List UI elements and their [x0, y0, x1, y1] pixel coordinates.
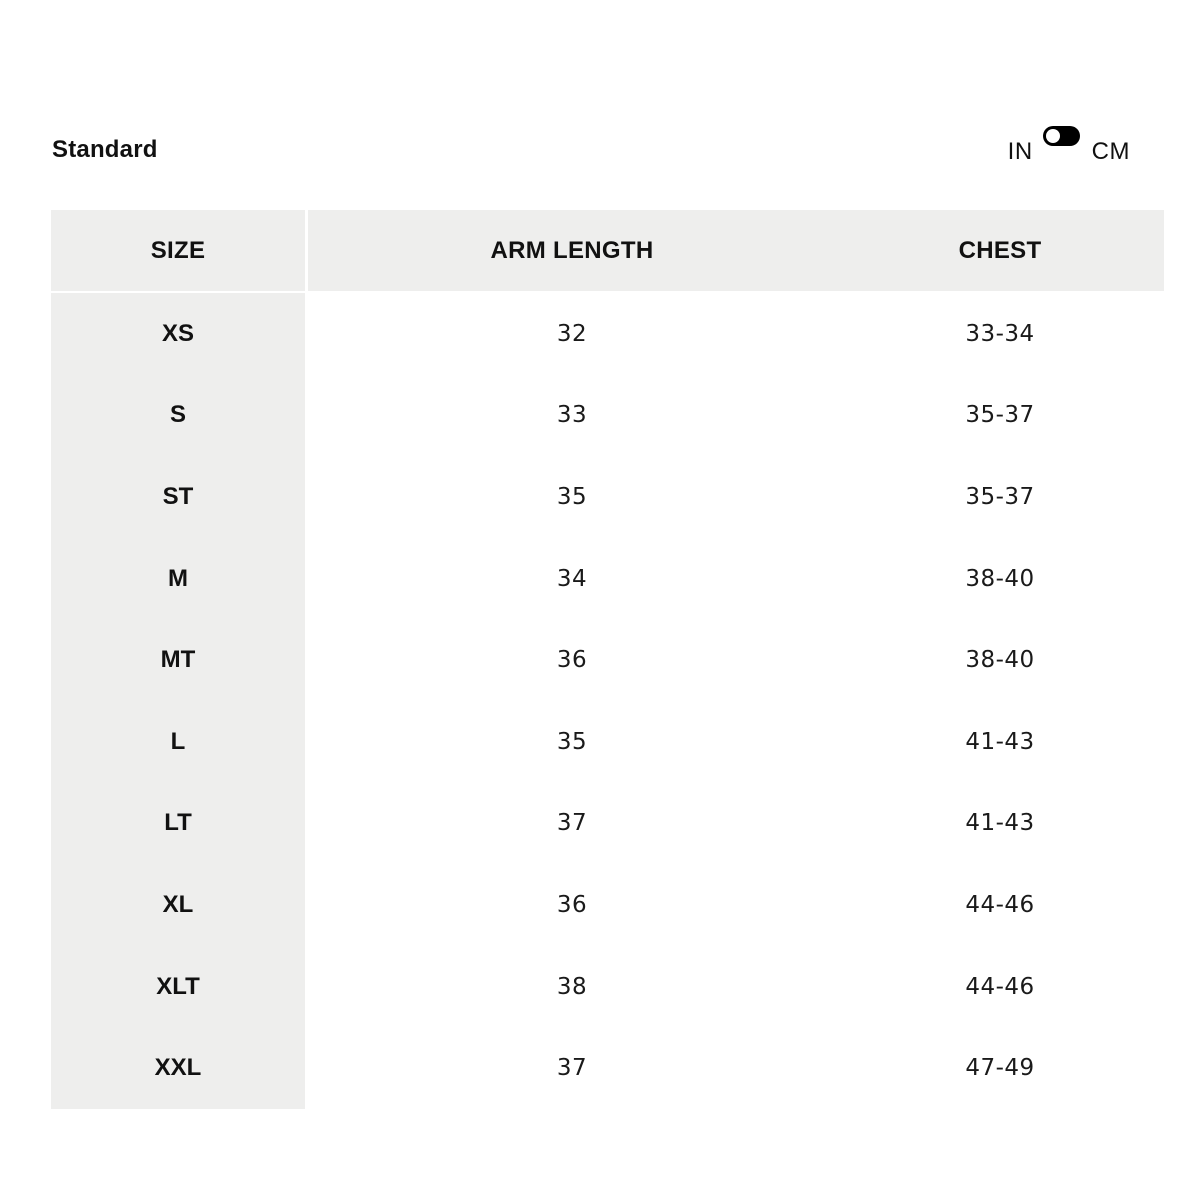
unit-label-in[interactable]: IN	[1007, 138, 1033, 165]
column-header-size: SIZE	[51, 210, 308, 293]
size-cell: XLT	[51, 946, 308, 1028]
size-cell: XS	[51, 293, 308, 375]
size-chart-header	[52, 120, 1132, 180]
chest-cell: 35-37	[965, 402, 1035, 429]
chest-cell: 47-49	[965, 1055, 1035, 1082]
arm-length-cell: 34	[556, 565, 588, 592]
size-cell: XL	[51, 864, 308, 946]
size-cell: S	[51, 375, 308, 457]
chest-cell: 35-37	[965, 483, 1035, 510]
arm-length-cell: 36	[556, 647, 588, 674]
table-row	[51, 619, 1164, 701]
chest-cell: 44-46	[965, 891, 1035, 918]
size-cell: LT	[51, 783, 308, 865]
chest-cell: 44-46	[965, 973, 1035, 1000]
arm-length-cell: 37	[556, 810, 588, 837]
table-row	[51, 293, 1164, 375]
unit-label-cm[interactable]: CM	[1091, 138, 1130, 165]
column-header-arm-length: ARM LENGTH	[308, 210, 836, 293]
unit-toggle-switch[interactable]	[1043, 126, 1080, 146]
table-row	[51, 456, 1164, 538]
arm-length-cell: 37	[556, 1055, 588, 1082]
table-row	[51, 701, 1164, 783]
unit-toggle	[1008, 126, 1130, 166]
table-body	[51, 293, 1164, 1109]
chest-cell: 38-40	[965, 565, 1035, 592]
table-row	[51, 946, 1164, 1028]
arm-length-cell: 36	[556, 891, 588, 918]
size-cell: XXL	[51, 1027, 308, 1109]
table-row	[51, 864, 1164, 946]
table-row	[51, 1027, 1164, 1109]
chest-cell: 41-43	[965, 728, 1035, 755]
arm-length-cell: 38	[556, 973, 588, 1000]
size-cell: MT	[51, 619, 308, 701]
chest-cell: 33-34	[965, 320, 1035, 347]
toggle-knob	[1046, 129, 1060, 143]
arm-length-cell: 35	[556, 728, 588, 755]
arm-length-cell: 35	[556, 483, 588, 510]
table-row	[51, 375, 1164, 457]
size-cell: ST	[51, 456, 308, 538]
table-row	[51, 538, 1164, 620]
size-cell: M	[51, 538, 308, 620]
table-row	[51, 783, 1164, 865]
size-chart-table	[51, 210, 1164, 1109]
chest-cell: 38-40	[965, 647, 1035, 674]
table-title: Standard	[52, 136, 158, 163]
size-cell: L	[51, 701, 308, 783]
arm-length-cell: 32	[556, 320, 588, 347]
column-header-chest: CHEST	[836, 210, 1164, 293]
chest-cell: 41-43	[965, 810, 1035, 837]
table-header-row	[51, 210, 1164, 293]
arm-length-cell: 33	[556, 402, 588, 429]
